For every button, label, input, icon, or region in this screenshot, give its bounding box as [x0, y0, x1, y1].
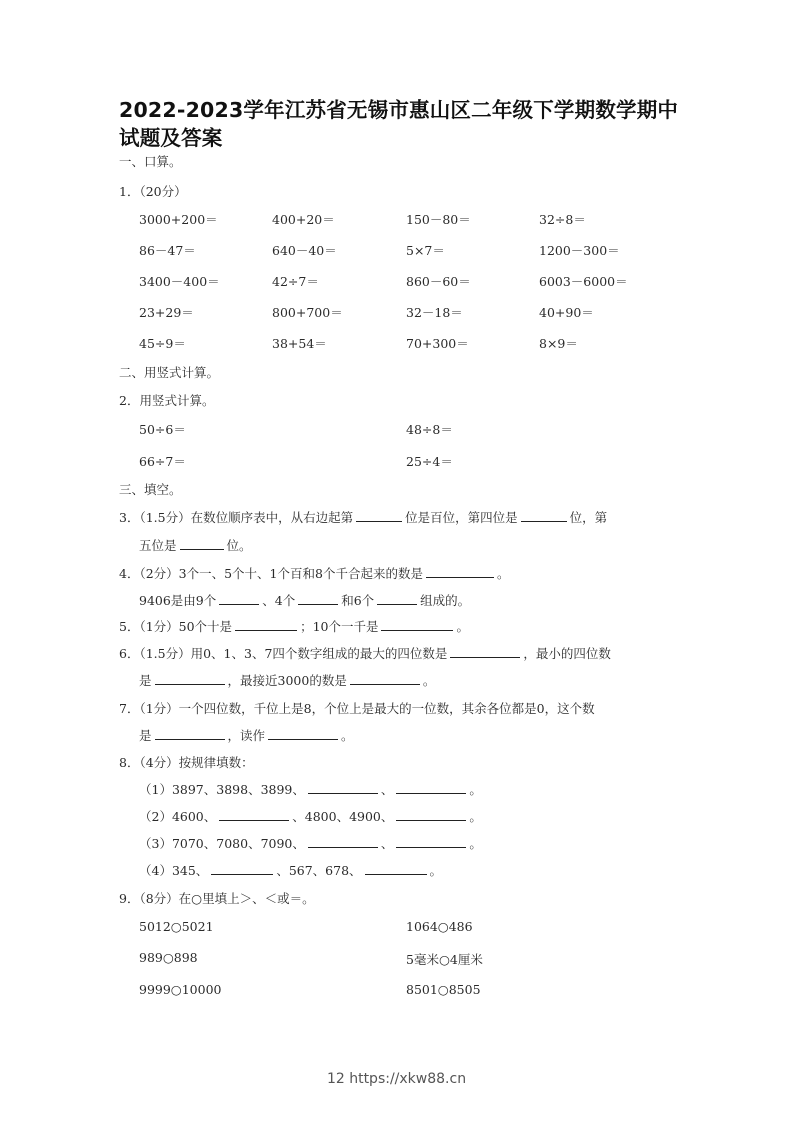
q6-text: 6．（1.5分）用0、1、3、7四个数字组成的最大的四位数是 — [119, 646, 448, 661]
period: 。 — [429, 863, 443, 878]
q9-item: 1064○486 — [406, 919, 473, 934]
section-heading-2: 二、用竖式计算。 — [119, 365, 220, 380]
separator: 、 — [380, 782, 394, 797]
answer-blank[interactable] — [396, 808, 466, 821]
question-8-heading: 8．（4分）按规律填数： — [119, 755, 254, 770]
q1-item: 45÷9＝ — [139, 336, 186, 351]
q5-text: ；10个一千是 — [300, 619, 379, 634]
q8-row-2 — [139, 807, 482, 825]
q1-item: 6003－6000＝ — [539, 274, 628, 289]
q3-text: 位。 — [226, 538, 252, 553]
q2-item: 48÷8＝ — [406, 422, 453, 437]
q8-sequence: （2）4600、 — [139, 809, 217, 824]
q1-item: 5×7＝ — [406, 243, 445, 258]
q9-item: 8501○8505 — [406, 982, 481, 997]
section-heading-1: 一、口算。 — [119, 154, 182, 169]
answer-blank[interactable] — [308, 781, 378, 794]
q1-item: 40+90＝ — [539, 305, 594, 320]
answer-blank[interactable] — [396, 835, 466, 848]
q5-text: 5．（1分）50个十是 — [119, 619, 233, 634]
answer-blank[interactable] — [155, 727, 225, 740]
q4-text: 9406是由9个 — [139, 593, 217, 608]
question-6-cont — [139, 671, 435, 689]
q1-item: 860－60＝ — [406, 274, 471, 289]
q1-item: 3400－400＝ — [139, 274, 220, 289]
separator: 、 — [380, 836, 394, 851]
q1-item: 42÷7＝ — [272, 274, 319, 289]
q1-item: 800+700＝ — [272, 305, 343, 320]
section-heading-3: 三、填空。 — [119, 482, 182, 497]
q4-text: 、4个 — [262, 593, 296, 608]
q6-text: ，最接近3000的数是 — [227, 673, 347, 688]
q7-text: 是 — [139, 728, 152, 743]
question-5 — [119, 617, 469, 635]
answer-blank[interactable] — [308, 835, 378, 848]
q8-row-3 — [139, 834, 482, 852]
q4-text: 组成的。 — [420, 593, 471, 608]
q8-sequence: （4）345、 — [139, 863, 209, 878]
question-3-cont — [139, 536, 252, 554]
q1-item: 38+54＝ — [272, 336, 327, 351]
q4-text: 。 — [496, 566, 510, 581]
q3-text: 位是百位，第四位是 — [405, 510, 518, 525]
answer-blank[interactable] — [521, 509, 567, 522]
q8-row-4 — [139, 861, 442, 879]
question-7-cont — [139, 726, 354, 744]
q2-item: 66÷7＝ — [139, 454, 186, 469]
answer-blank[interactable] — [377, 592, 417, 605]
q1-item: 150－80＝ — [406, 212, 471, 227]
answer-blank[interactable] — [450, 645, 520, 658]
q1-item: 3000+200＝ — [139, 212, 218, 227]
q4-text: 和6个 — [341, 593, 375, 608]
q3-text: 五位是 — [139, 538, 177, 553]
q8-row-1 — [139, 780, 482, 798]
q1-item: 400+20＝ — [272, 212, 335, 227]
q1-item: 70+300＝ — [406, 336, 469, 351]
answer-blank[interactable] — [365, 862, 427, 875]
document-title — [119, 96, 689, 152]
q9-item: 989○898 — [139, 950, 198, 965]
q8-sequence: 、567、678、 — [276, 863, 362, 878]
q2-item: 25÷4＝ — [406, 454, 453, 469]
question-7 — [119, 699, 595, 717]
q6-text: 。 — [422, 673, 436, 688]
q1-item: 8×9＝ — [539, 336, 578, 351]
q2-item: 50÷6＝ — [139, 422, 186, 437]
q8-sequence: 、4800、4900、 — [292, 809, 394, 824]
question-4 — [119, 564, 509, 582]
q3-text: 3．（1.5分）在数位顺序表中，从右边起第 — [119, 510, 354, 525]
q6-text: 是 — [139, 673, 152, 688]
q8-sequence: （3）7070、7080、7090、 — [139, 836, 305, 851]
q1-item: 640－40＝ — [272, 243, 337, 258]
q3-text: 位，第 — [569, 510, 608, 525]
period: 。 — [469, 809, 482, 824]
answer-blank[interactable] — [268, 727, 338, 740]
q7-text: ，读作 — [227, 728, 266, 743]
q1-item: 23+29＝ — [139, 305, 194, 320]
title-line-2: 试题及答案 — [119, 126, 223, 150]
q1-item: 32÷8＝ — [539, 212, 586, 227]
q9-item: 5012○5021 — [139, 919, 214, 934]
answer-blank[interactable] — [350, 672, 420, 685]
q8-sequence: （1）3897、3898、3899、 — [139, 782, 305, 797]
question-2-heading: 2．用竖式计算。 — [119, 393, 215, 408]
title-line-1: 2022-2023学年江苏省无锡市惠山区二年级下学期数学期中 — [119, 98, 679, 122]
q7-text: 7．（1分）一个四位数，千位上是8，个位上是最大的一位数，其余各位都是0，这个数 — [119, 701, 595, 716]
q9-item: 9999○10000 — [139, 982, 222, 997]
question-9-heading: 9．（8分）在○里填上＞、＜或＝。 — [119, 891, 315, 906]
period: 。 — [469, 782, 482, 797]
q9-item: 5毫米○4厘米 — [406, 952, 483, 967]
answer-blank[interactable] — [155, 672, 225, 685]
question-6 — [119, 644, 611, 662]
answer-blank[interactable] — [219, 592, 259, 605]
page-footer: 12 https://xkw88.cn — [326, 1071, 467, 1087]
q7-text: 。 — [341, 728, 354, 743]
question-4-cont — [139, 591, 470, 609]
answer-blank[interactable] — [356, 509, 402, 522]
answer-blank[interactable] — [426, 565, 494, 578]
answer-blank[interactable] — [219, 808, 289, 821]
answer-blank[interactable] — [180, 537, 224, 550]
answer-blank[interactable] — [235, 618, 297, 631]
q1-item: 86－47＝ — [139, 243, 196, 258]
question-3 — [119, 508, 607, 526]
q6-text: ，最小的四位数 — [523, 646, 611, 661]
answer-blank[interactable] — [396, 781, 466, 794]
q5-text: 。 — [456, 619, 469, 634]
answer-blank[interactable] — [381, 618, 453, 631]
q1-item: 32－18＝ — [406, 305, 463, 320]
answer-blank[interactable] — [298, 592, 338, 605]
period: 。 — [469, 836, 482, 851]
q1-item: 1200－300＝ — [539, 243, 620, 258]
q4-text: 4．（2分）3个一、5个十、1个百和8个千合起来的数是 — [119, 566, 423, 581]
answer-blank[interactable] — [211, 862, 273, 875]
question-1-heading: 1．（20分） — [119, 184, 187, 199]
